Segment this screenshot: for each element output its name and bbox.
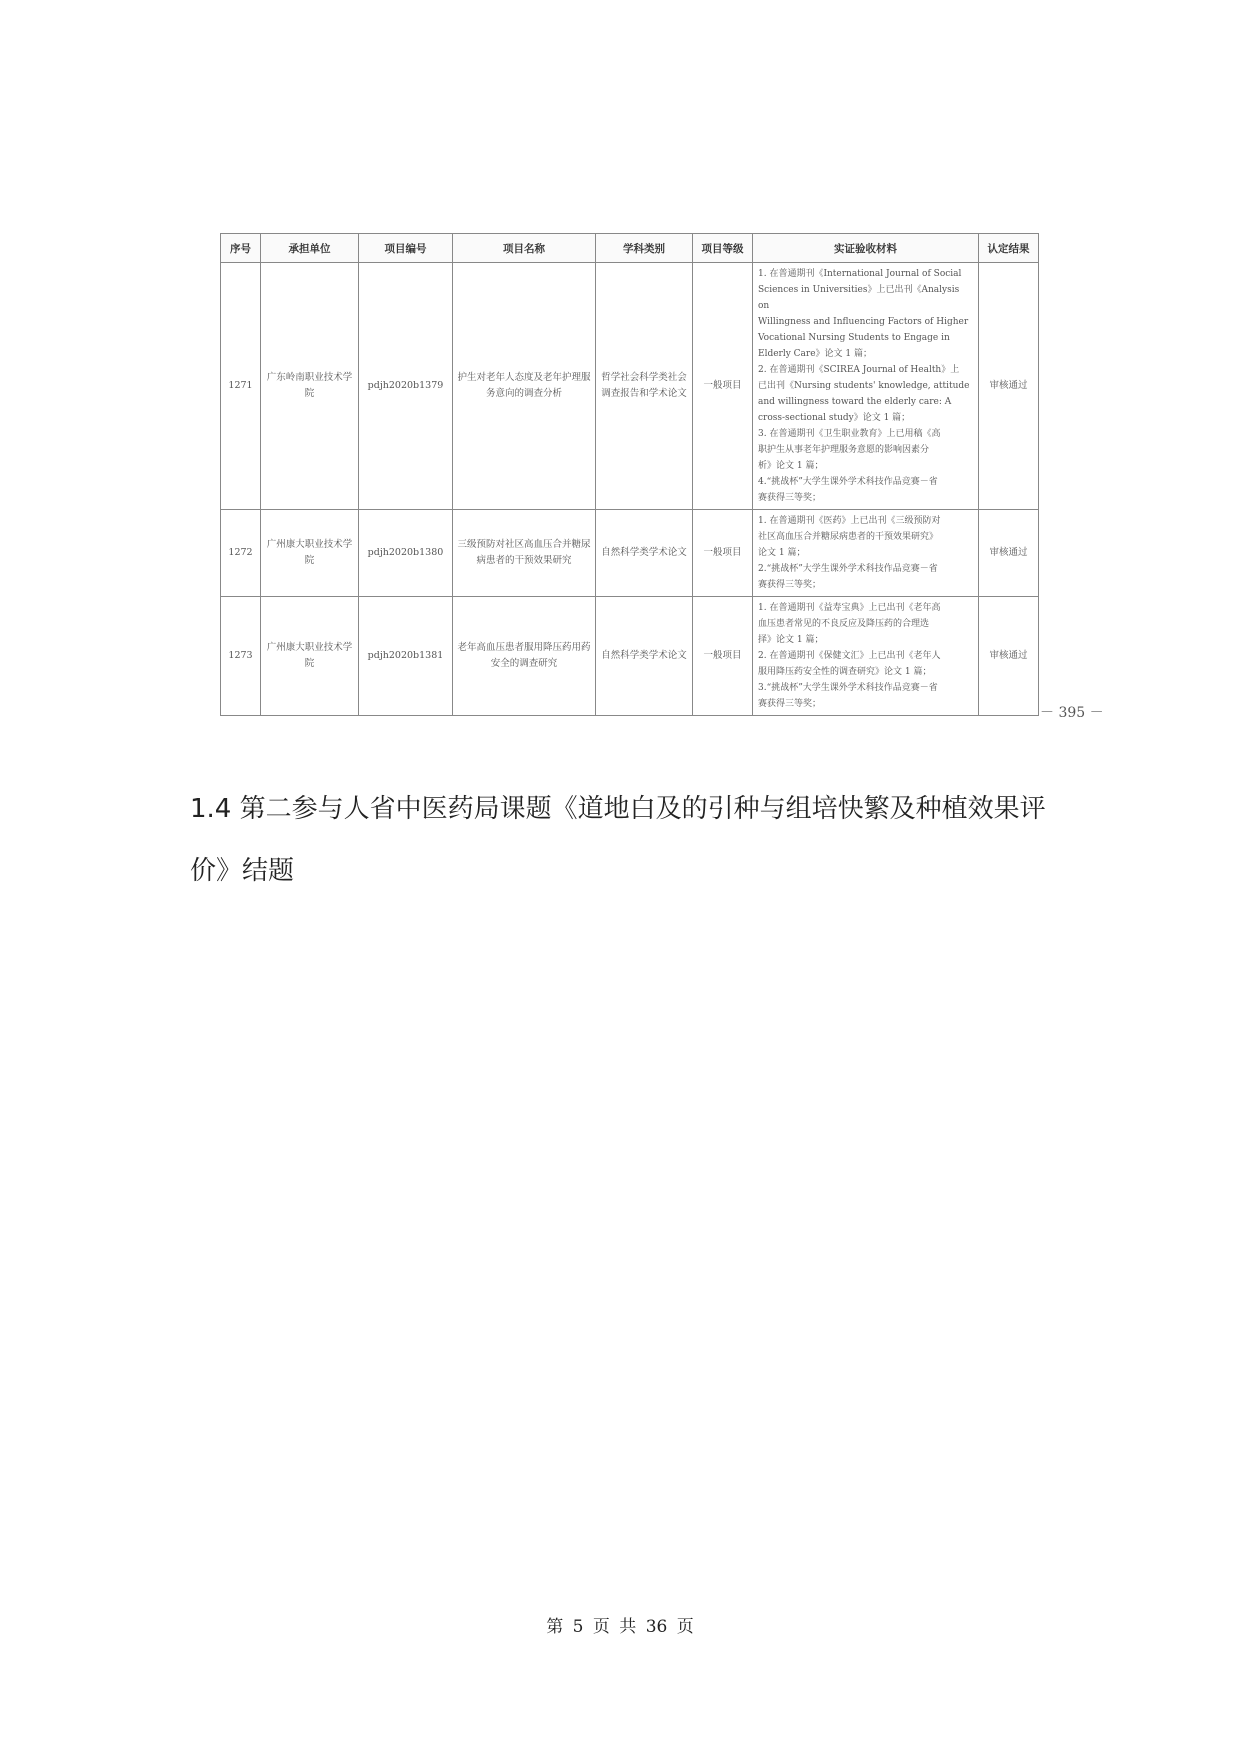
evidence-line: 2. 在普通期刊《保健文汇》上已出刊《老年人 bbox=[758, 651, 941, 661]
cell-code: pdjh2020b1381 bbox=[359, 597, 453, 716]
cell-unit: 广州康大职业技术学院 bbox=[261, 510, 359, 597]
header-name: 项目名称 bbox=[453, 234, 596, 263]
scanned-page-number: － 395 － bbox=[1040, 705, 1104, 721]
cell-code: pdjh2020b1379 bbox=[359, 263, 453, 510]
evidence-line: 2. 在普通期刊《SCIREA Journal of Health》上 bbox=[758, 365, 960, 375]
cell-no: 1272 bbox=[221, 510, 261, 597]
table-row bbox=[221, 263, 1039, 510]
evidence-line: 1. 在普通期刊《医药》上已出刊《三级预防对 bbox=[758, 516, 941, 526]
scanned-results-table bbox=[220, 233, 1039, 716]
header-no: 序号 bbox=[221, 234, 261, 263]
table-row bbox=[221, 597, 1039, 716]
cell-category: 自然科学类学术论文 bbox=[596, 510, 693, 597]
evidence-line: 职护生从事老年护理服务意愿的影响因素分 bbox=[758, 445, 930, 455]
evidence-line: 论文 1 篇； bbox=[758, 548, 806, 558]
evidence-line: 4.“挑战杯”大学生课外学术科技作品竞赛－省 bbox=[758, 477, 938, 487]
cell-level: 一般项目 bbox=[693, 510, 753, 597]
cell-name: 护生对老年人态度及老年护理服务意向的调查分析 bbox=[453, 263, 596, 510]
cell-level: 一般项目 bbox=[693, 263, 753, 510]
evidence-line: Vocational Nursing Students to Engage in bbox=[758, 333, 950, 343]
evidence-line: 析》论文 1 篇； bbox=[758, 461, 824, 471]
cell-level: 一般项目 bbox=[693, 597, 753, 716]
evidence-line: Elderly Care》论文 1 篇； bbox=[758, 349, 872, 359]
cell-evidence bbox=[753, 597, 979, 716]
header-level: 项目等级 bbox=[693, 234, 753, 263]
header-unit: 承担单位 bbox=[261, 234, 359, 263]
evidence-line: 择》论文 1 篇； bbox=[758, 635, 824, 645]
cell-no: 1271 bbox=[221, 263, 261, 510]
evidence-line: cross-sectional study》论文 1 篇； bbox=[758, 413, 911, 423]
cell-name: 三级预防对社区高血压合并糖尿病患者的干预效果研究 bbox=[453, 510, 596, 597]
cell-unit: 广州康大职业技术学院 bbox=[261, 597, 359, 716]
cell-unit: 广东岭南职业技术学院 bbox=[261, 263, 359, 510]
evidence-line: 2.“挑战杯”大学生课外学术科技作品竞赛－省 bbox=[758, 564, 938, 574]
evidence-line: 服用降压药安全性的调查研究》论文 1 篇； bbox=[758, 667, 932, 677]
cell-result: 审核通过 bbox=[979, 510, 1039, 597]
cell-result: 审核通过 bbox=[979, 597, 1039, 716]
evidence-line: and willingness toward the elderly care: A bbox=[758, 397, 952, 407]
table-header-row bbox=[221, 234, 1039, 263]
page-footer: 第 5 页 共 36 页 bbox=[546, 1617, 694, 1637]
cell-name: 老年高血压患者服用降压药用药安全的调查研究 bbox=[453, 597, 596, 716]
section-heading: 1.4 第二参与人省中医药局课题《道地白及的引种与组培快繁及种植效果评价》结题 bbox=[190, 794, 1046, 886]
cell-evidence bbox=[753, 263, 979, 510]
cell-evidence bbox=[753, 510, 979, 597]
table-row bbox=[221, 510, 1039, 597]
evidence-line: 社区高血压合并糖尿病患者的干预效果研究》 bbox=[758, 532, 939, 542]
evidence-line: 血压患者常见的不良反应及降压药的合理选 bbox=[758, 619, 930, 629]
evidence-line: Sciences in Universities》上已出刊《Analysis on bbox=[758, 285, 960, 311]
evidence-line: 1. 在普通期刊《International Journal of Social bbox=[758, 269, 962, 279]
cell-category: 自然科学类学术论文 bbox=[596, 597, 693, 716]
evidence-line: Willingness and Influencing Factors of Higher bbox=[758, 317, 969, 327]
evidence-line: 3.“挑战杯”大学生课外学术科技作品竞赛－省 bbox=[758, 683, 938, 693]
header-category: 学科类别 bbox=[596, 234, 693, 263]
header-code: 项目编号 bbox=[359, 234, 453, 263]
cell-result: 审核通过 bbox=[979, 263, 1039, 510]
cell-no: 1273 bbox=[221, 597, 261, 716]
evidence-line: 1. 在普通期刊《益寿宝典》上已出刊《老年高 bbox=[758, 603, 941, 613]
evidence-line: 已出刊《Nursing students' knowledge, attitude bbox=[758, 381, 970, 391]
evidence-line: 3. 在普通期刊《卫生职业教育》上已用稿《高 bbox=[758, 429, 941, 439]
evidence-line: 赛获得三等奖； bbox=[758, 580, 822, 590]
cell-category: 哲学社会科学类社会调查报告和学术论文 bbox=[596, 263, 693, 510]
cell-code: pdjh2020b1380 bbox=[359, 510, 453, 597]
evidence-line: 赛获得三等奖； bbox=[758, 493, 822, 503]
evidence-line: 赛获得三等奖； bbox=[758, 699, 822, 709]
header-evidence: 实证验收材料 bbox=[753, 234, 979, 263]
header-result: 认定结果 bbox=[979, 234, 1039, 263]
